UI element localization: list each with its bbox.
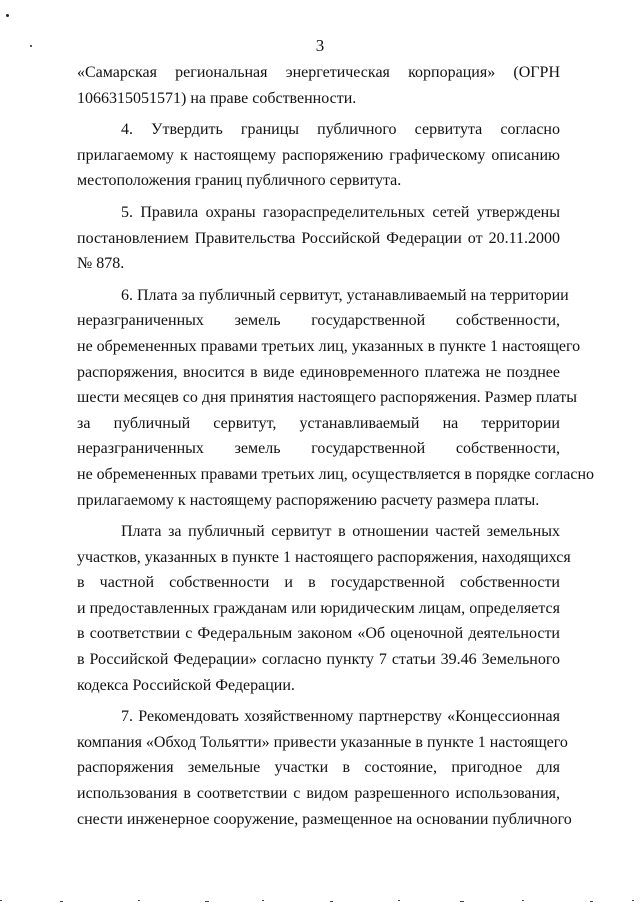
text-line: 6. Плата за публичный сервитут, устанавливаемый на территории — [121, 286, 569, 304]
text-line: неразграниченных земель государственной собственности, — [77, 440, 560, 458]
text-line: в соответствии с Федеральным законом «Об оценочной деятельности — [77, 625, 560, 643]
text-line: в частной собственности и в государственной собственности — [77, 574, 560, 592]
paragraph-item-5 — [77, 200, 560, 277]
text-line: снести инженерное сооружение, размещенное на основании публичного — [77, 810, 572, 828]
text-line: 1066315051571) на праве собственности. — [77, 89, 357, 107]
document-body — [77, 60, 595, 832]
paragraph-continuation — [77, 60, 560, 111]
paragraph-item-6-continued — [77, 519, 571, 698]
text-line: участков, указанных в пункте 1 настоящего распоряжения, находящихся — [77, 548, 571, 566]
text-line: компания «Обход Тольятти» привести указанные в пункте 1 настоящего — [77, 733, 568, 751]
text-line: местоположения границ публичного сервитута. — [77, 172, 402, 190]
text-line: и предоставленных гражданам или юридическим лицам, определяется — [77, 599, 560, 617]
scan-speck — [6, 14, 9, 17]
text-line: шести месяцев со дня принятия настоящего распоряжения. Размер платы — [77, 389, 577, 407]
text-line: «Самарская региональная энергетическая корпорация» (ОГРН — [77, 64, 560, 81]
text-line: распоряжения земельные участки в состояние, пригодное для — [77, 759, 560, 777]
text-line: не обремененных правами третьих лиц, указанных в пункте 1 настоящего — [77, 337, 581, 355]
text-line: неразграниченных земель государственной собственности, — [77, 312, 560, 330]
text-line: 4. Утвердить границы публичного сервитута согласно — [121, 121, 560, 139]
text-line: за публичный сервитут, устанавливаемый на территории — [77, 414, 560, 432]
page-number: 3 — [315, 36, 325, 55]
scan-noise-border — [0, 891, 640, 905]
text-line: в Российской Федерации» согласно пункту 7 статьи 39.46 Земельного — [77, 651, 560, 669]
paragraph-item-6 — [77, 283, 595, 513]
text-line: № 878. — [77, 255, 125, 273]
scan-speck — [30, 45, 32, 47]
text-line: Плата за публичный сервитут в отношении частей земельных — [121, 523, 560, 541]
text-line: прилагаемому к настоящему распоряжению графическому описанию — [77, 146, 560, 164]
text-line: кодекса Российской Федерации. — [77, 676, 295, 694]
text-line: прилагаемому к настоящему распоряжению расчету размера платы. — [77, 491, 540, 509]
paragraph-item-7 — [77, 704, 572, 832]
text-line: использования в соответствии с видом разрешенного использования, — [77, 785, 560, 803]
text-line: постановлением Правительства Российской Федерации от 20.11.2000 — [77, 229, 560, 247]
text-line: 7. Рекомендовать хозяйственному партнерству «Концессионная — [121, 708, 560, 726]
text-line: распоряжения, вносится в виде единовременного платежа не позднее — [77, 363, 560, 381]
paragraph-item-4 — [77, 117, 560, 194]
text-line: 5. Правила охраны газораспределительных сетей утверждены — [121, 203, 560, 221]
text-line: не обремененных правами третьих лиц, осуществляется в порядке согласно — [77, 465, 595, 483]
